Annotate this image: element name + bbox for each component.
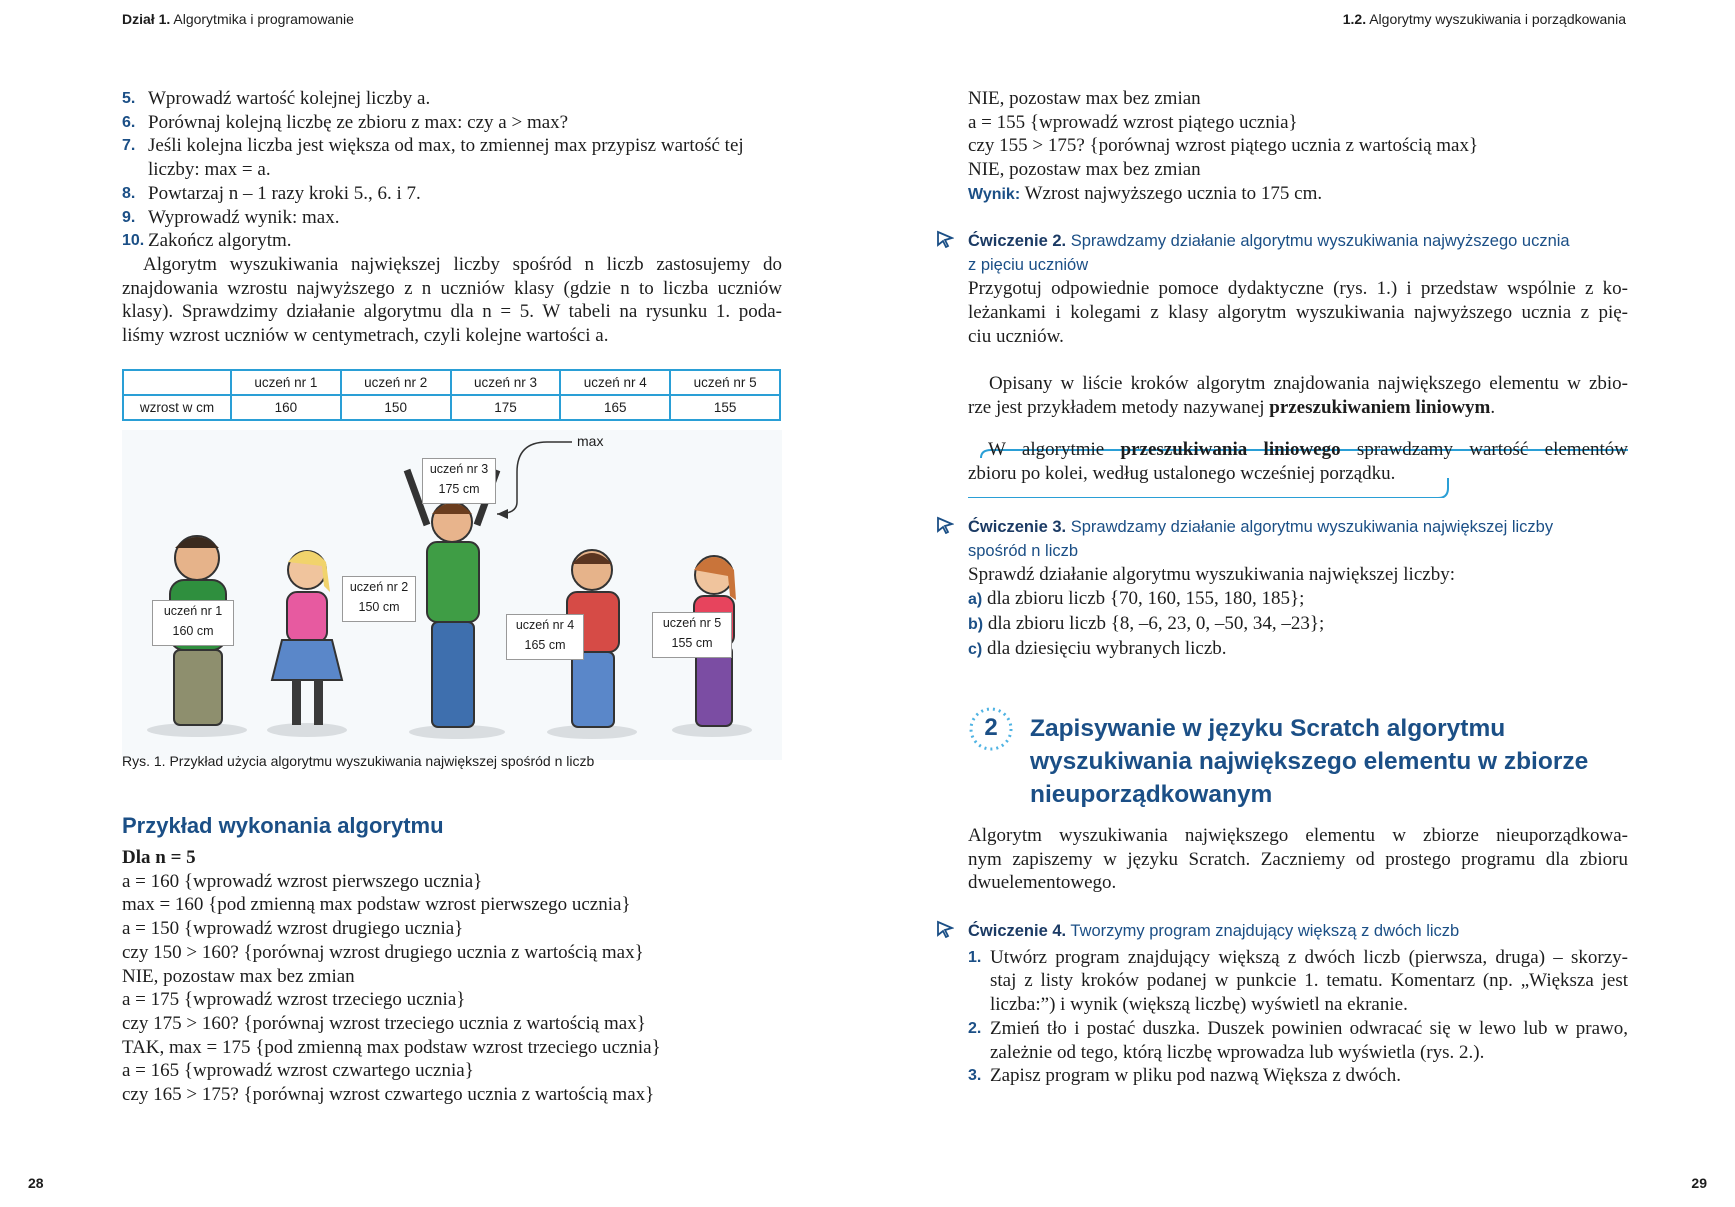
exercise-4: Ćwiczenie 4. Tworzymy program znajdujący większą z dwóch liczb 1. Utwórz program znajdujący większą z dwóch liczb (pierwsza, druga) – skorzy- staj z listy kroków podanej w punkcie 1. tematu. Komentarz (np. „Większa jest liczba:”) i wynik (większą liczbę) wyświetl na ekranie. 2. Zmień tło i postać duszka. Duszek powinien odwracać się w lewo lub w prawo, zależnie od tego, którą liczbę wprowadza lub wyświetla (rys. 2.). 3. Zapisz program w pliku pod nazwą Większa z dwóch. xyxy=(968,920,1628,1088)
student-3 xyxy=(407,470,497,727)
cursor-icon xyxy=(936,516,968,542)
max-label: max xyxy=(577,433,604,449)
algorithm-steps: 5. Wprowadź wartość kolejnej liczby a. 6. Porównaj kolejną liczbę ze zbioru z max: czy a > max? 7. Jeśli kolejna liczba jest większa od max, to zmiennej max przypisz wartość tej liczby: max = a. 8. Powtarzaj n – 1 razy kroki 5., 6. i 7. 9. Wyprowadź wynik: max. 10. Zakończ algorytm. Algorytm wyszukiwania największej liczby spośród n liczb zastosujemy do znajdowania wzrostu najwyższego z n uczniów klasy (gdzie n to liczba uczniów klasy). Sprawdzimy działanie algorytmu dla n = 5. W tabeli na rysunku 1. poda- liśmy wzrost uczniów w centymetrach, czyli kolejne wartości a. xyxy=(122,88,782,347)
sign-student-2: uczeń nr 2 150 cm xyxy=(342,576,416,622)
height-table: uczeń nr 1 uczeń nr 2 uczeń nr 3 uczeń nr 4 uczeń nr 5 wzrost w cm 160 150 175 165 155 xyxy=(122,369,781,421)
exercise-2: Ćwiczenie 2. Sprawdzamy działanie algorytmu wyszukiwania najwyższego ucznia z pięciu uczniów Przygotuj odpowiednie pomoce dydaktyczne (rys. 1.) i przedstaw wspólnie z ko- leżankami i kolegami z klasy algorytm wyszukiwania najwyższego ucznia z pię- ciu uczniów. xyxy=(968,230,1628,349)
figure-caption: Rys. 1. Przykład użycia algorytmu wyszukiwania największej spośród n liczb xyxy=(122,753,595,769)
sign-student-1: uczeń nr 1 160 cm xyxy=(152,600,234,646)
sign-student-4: uczeń nr 4 165 cm xyxy=(506,614,584,660)
example-heading: Przykład wykonania algorytmu xyxy=(122,813,444,838)
result-label: Wynik: xyxy=(968,185,1021,203)
section-number-badge: 2 xyxy=(968,706,1014,752)
definition-box: W algorytmie przeszukiwania liniowego sprawdzamy wartość elementów zbioru po kolei, według ustalonego wcześniej porządku. xyxy=(968,438,1628,498)
cursor-icon xyxy=(936,230,968,256)
sign-student-3: uczeń nr 3 175 cm xyxy=(422,458,496,504)
exercise-3: Ćwiczenie 3. Sprawdzamy działanie algorytmu wyszukiwania największej liczby spośród n liczb Sprawdź działanie algorytmu wyszukiwania największej liczby: a) dla zbioru liczb {70, 160, 155, 180, 185}; b) dla zbioru liczb {8, –6, 23, 0, –50, 34, –23}; c) dla dziesięciu wybranych liczb. xyxy=(968,516,1628,661)
page-number-right: 29 xyxy=(1691,1175,1707,1191)
page-number-left: 28 xyxy=(28,1175,44,1191)
section-2-body: Algorytm wyszukiwania największego elementu w zbiorze nieuporządkowa- nym zapiszemy w języku Scratch. Zaczniemy od prostego programu dla zbioru dwuelementowego. xyxy=(968,825,1628,894)
student-2 xyxy=(272,551,342,725)
students-illustration xyxy=(122,430,782,760)
left-running-header: Dział 1. Algorytmika i programowanie xyxy=(122,11,354,27)
cursor-icon xyxy=(936,920,968,946)
example-continued: NIE, pozostaw max bez zmian a = 155 {wprowadź wzrost piątego ucznia} czy 155 > 175? {porównaj wzrost piątego ucznia z wartością max} NIE, pozostaw max bez zmian Wynik: Wzrost najwyższego ucznia to 175 cm. xyxy=(968,88,1479,204)
right-running-header: 1.2. Algorytmy wyszukiwania i porządkowania xyxy=(1342,11,1626,27)
example-lines: Dla n = 5 a = 160 {wprowadź wzrost pierwszego ucznia} max = 160 {pod zmienną max podstaw wzrost pierwszego ucznia} a = 150 {wprowadź wzrost drugiego ucznia} czy 150 > 160? {porównaj wzrost drugiego ucznia z wartością max} NIE, pozostaw max bez zmian a = 175 {wprowadź wzrost trzeciego ucznia} czy 175 > 160? {porównaj wzrost trzeciego ucznia z wartością max} TAK, max = 175 {pod zmienną max podstaw wzrost trzeciego ucznia} a = 165 {wprowadź wzrost czwartego ucznia} czy 165 > 175? {porównaj wzrost czwartego ucznia z wartością max} xyxy=(122,847,661,1106)
sign-student-5: uczeń nr 5 155 cm xyxy=(652,612,732,658)
linear-search-paragraph: Opisany w liście kroków algorytm znajdowania największego elementu w zbio- rze jest przykładem metody nazywanej przeszukiwaniem liniowym. xyxy=(968,373,1628,418)
section-2-title: Zapisywanie w języku Scratch algorytmu wyszukiwania największego elementu w zbiorze nieuporządkowanym xyxy=(1030,715,1589,808)
intro-paragraph: Algorytm wyszukiwania największej liczby spośród n liczb zastosujemy do znajdowania wzrostu najwyższego z n uczniów klasy (gdzie n to liczba uczniów klasy). Sprawdzimy działanie algorytmu dla n = 5. W tabeli na rysunku 1. poda- liśmy wzrost uczniów w centymetrach, czyli kolejne wartości a. xyxy=(122,253,782,347)
